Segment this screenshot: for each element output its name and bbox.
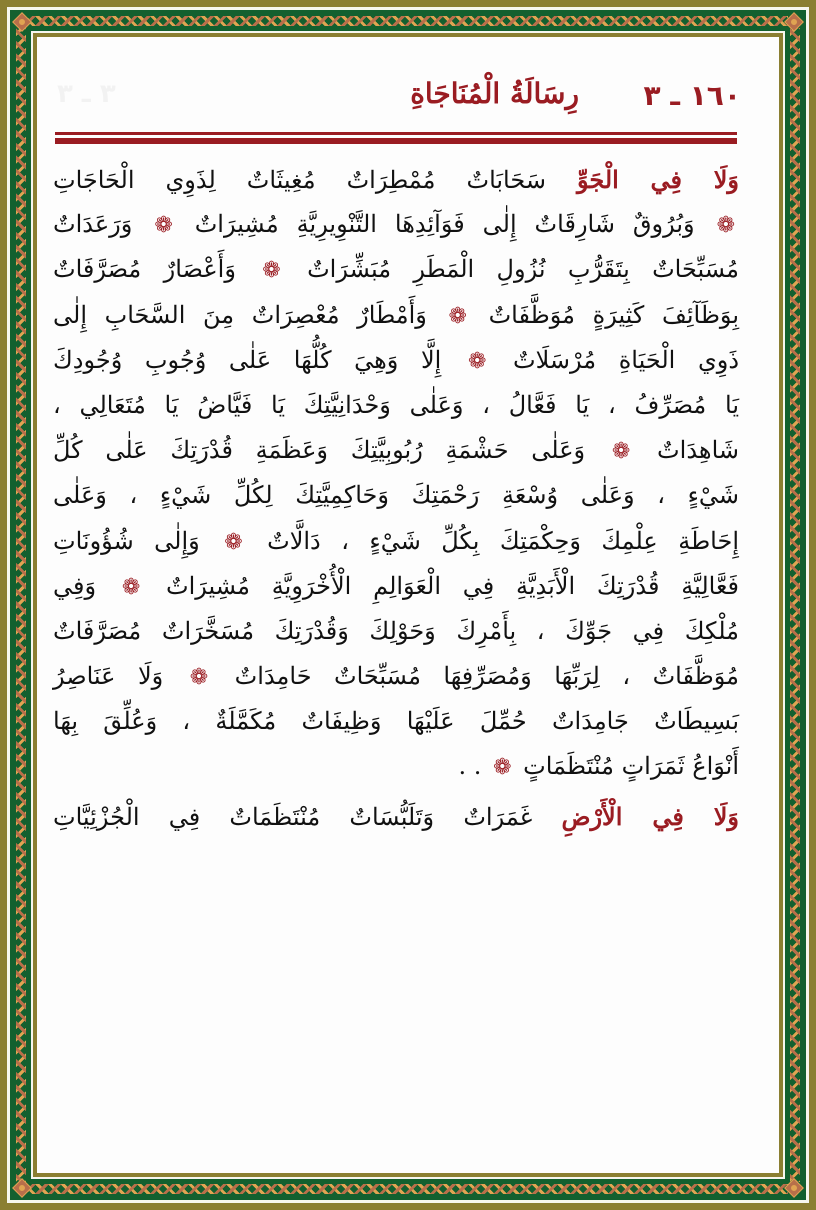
text-line: ذَوِي الْحَيَاةِ مُرْسَلَاتٌ ❁ إِلَّا وَهِيَ كُلُّهَا عَلٰى وُجُوبِ وُجُودِكَ xyxy=(53,345,740,374)
text-line: مُسَبِّحَاتٌ بِتَقَرُّبِ نُزُولِ الْمَطَرِ مُبَشِّرَاتٌ ❁ وَأَعْصَارٌ مُصَرَّفَاتٌ xyxy=(53,255,739,284)
body-text xyxy=(53,157,739,839)
text-line: بِوَظَآئِفَ كَثِيرَةٍ مُوَظَّفَاتٌ ❁ وَأَمْطَارٌ مُعْصِرَاتٌ مِنَ السَّحَابِ إِلٰى xyxy=(53,300,739,329)
rosette-icon: ❁ xyxy=(448,303,467,329)
rosette-icon: ❁ xyxy=(121,574,141,600)
braid-ornament-bottom xyxy=(28,1184,788,1194)
ghost-page-number: ٣ ـ ٣ xyxy=(57,79,116,109)
rosette-icon: ❁ xyxy=(224,529,243,555)
text-line: مُوَظَّفَاتٌ ، لِرَبِّهَا وَمُصَرِّفِهَا مُسَبِّحَاتٌ حَامِدَاتٌ ❁ وَلَا عَنَاصِرُ xyxy=(53,662,739,691)
braid-ornament-top xyxy=(28,16,788,26)
text-line: وَلَا فِي الْأَرْضِ غَمَرَاتٌ وَتَلَبُّسَاتٌ مُنْتَظَمَاتٌ فِي الْجُزْئِيَّاتِ xyxy=(53,801,739,831)
text-line: شَاهِدَاتٌ ❁ وَعَلٰى حَشْمَةِ رُبُوبِيَّتِكَ وَعَظَمَةِ قُدْرَتِكَ عَلٰى كُلِّ xyxy=(53,436,739,465)
rosette-icon: ❁ xyxy=(716,213,735,239)
text-line: شَيْءٍ ، وَعَلٰى وُسْعَةِ رَحْمَتِكَ وَحَاكِمِيَّتِكَ لِكُلِّ شَيْءٍ ، وَعَلٰى xyxy=(53,481,739,510)
text-line: أَنْوَاعُ ثَمَرَاتٍ مُنْتَظَمَاتٍ ❁ . . xyxy=(458,752,739,781)
rosette-icon: ❁ xyxy=(154,213,173,239)
text-line: إِحَاطَةِ عِلْمِكَ وَحِكْمَتِكَ بِكُلِّ شَيْءٍ ، دَالَّاتٌ ❁ وَإِلٰى شُؤُونَاتِ xyxy=(53,526,740,555)
section-lead: وَلَا فِي الْأَرْضِ xyxy=(561,801,739,831)
braid-ornament-left xyxy=(16,28,26,1182)
running-title: رِسَالَةُ الْمُنَاجَاةِ xyxy=(410,77,579,110)
text-line: ❁ وَبُرُوقٌ شَارِقَاتٌ إِلٰى فَوَآئِدِهَا التَّنْوِيرِيَّةِ مُشِيرَاتٌ ❁ وَرَعَدَاتٌ xyxy=(53,210,735,239)
rosette-icon: ❁ xyxy=(611,439,631,465)
header-rule-thick xyxy=(55,138,737,144)
text-line: بَسِيطَاتٌ جَامِدَاتٌ حُمِّلَ عَلَيْهَا وَظِيفَاتٌ مُكَمَّلَةٌ ، وَعُلِّقَ بِهَا xyxy=(53,707,739,736)
header-rule-thin xyxy=(55,132,737,135)
rosette-icon: ❁ xyxy=(493,755,512,781)
text-line: مُلْكِكَ فِي جَوِّكَ ، بِأَمْرِكَ وَحَوْلِكَ وَقُدْرَتِكَ مُسَخَّرَاتٌ مُصَرَّفَاتٌ xyxy=(53,616,739,645)
section-lead: وَلَا فِي الْجَوِّ xyxy=(576,165,740,194)
rosette-icon: ❁ xyxy=(189,665,209,691)
page-content xyxy=(37,37,779,1173)
page-number: ١٦٠ ـ ٣ xyxy=(643,79,741,112)
rosette-icon: ❁ xyxy=(467,348,487,374)
text-line: فَعَّالِيَّةِ قُدْرَتِكَ الْأَبَدِيَّةِ فِي الْعَوَالِمِ الْأُخْرَوِيَّةِ مُشِيرَاتٌ ❁ وَفِي xyxy=(53,571,740,600)
page-header xyxy=(37,77,779,121)
text-line: وَلَا فِي الْجَوِّ سَحَابَاتٌ مُمْطِرَاتٌ مُغِيثَاتٌ لِذَوِي الْحَاجَاتِ xyxy=(53,165,740,194)
rosette-icon: ❁ xyxy=(262,258,281,284)
braid-ornament-right xyxy=(790,28,800,1182)
text-line: يَا مُصَرِّفُ ، يَا فَعَّالُ ، وَعَلٰى وَحْدَانِيَّتِكَ يَا فَيَّاضُ يَا مُتَعَالِي ، xyxy=(53,390,739,419)
